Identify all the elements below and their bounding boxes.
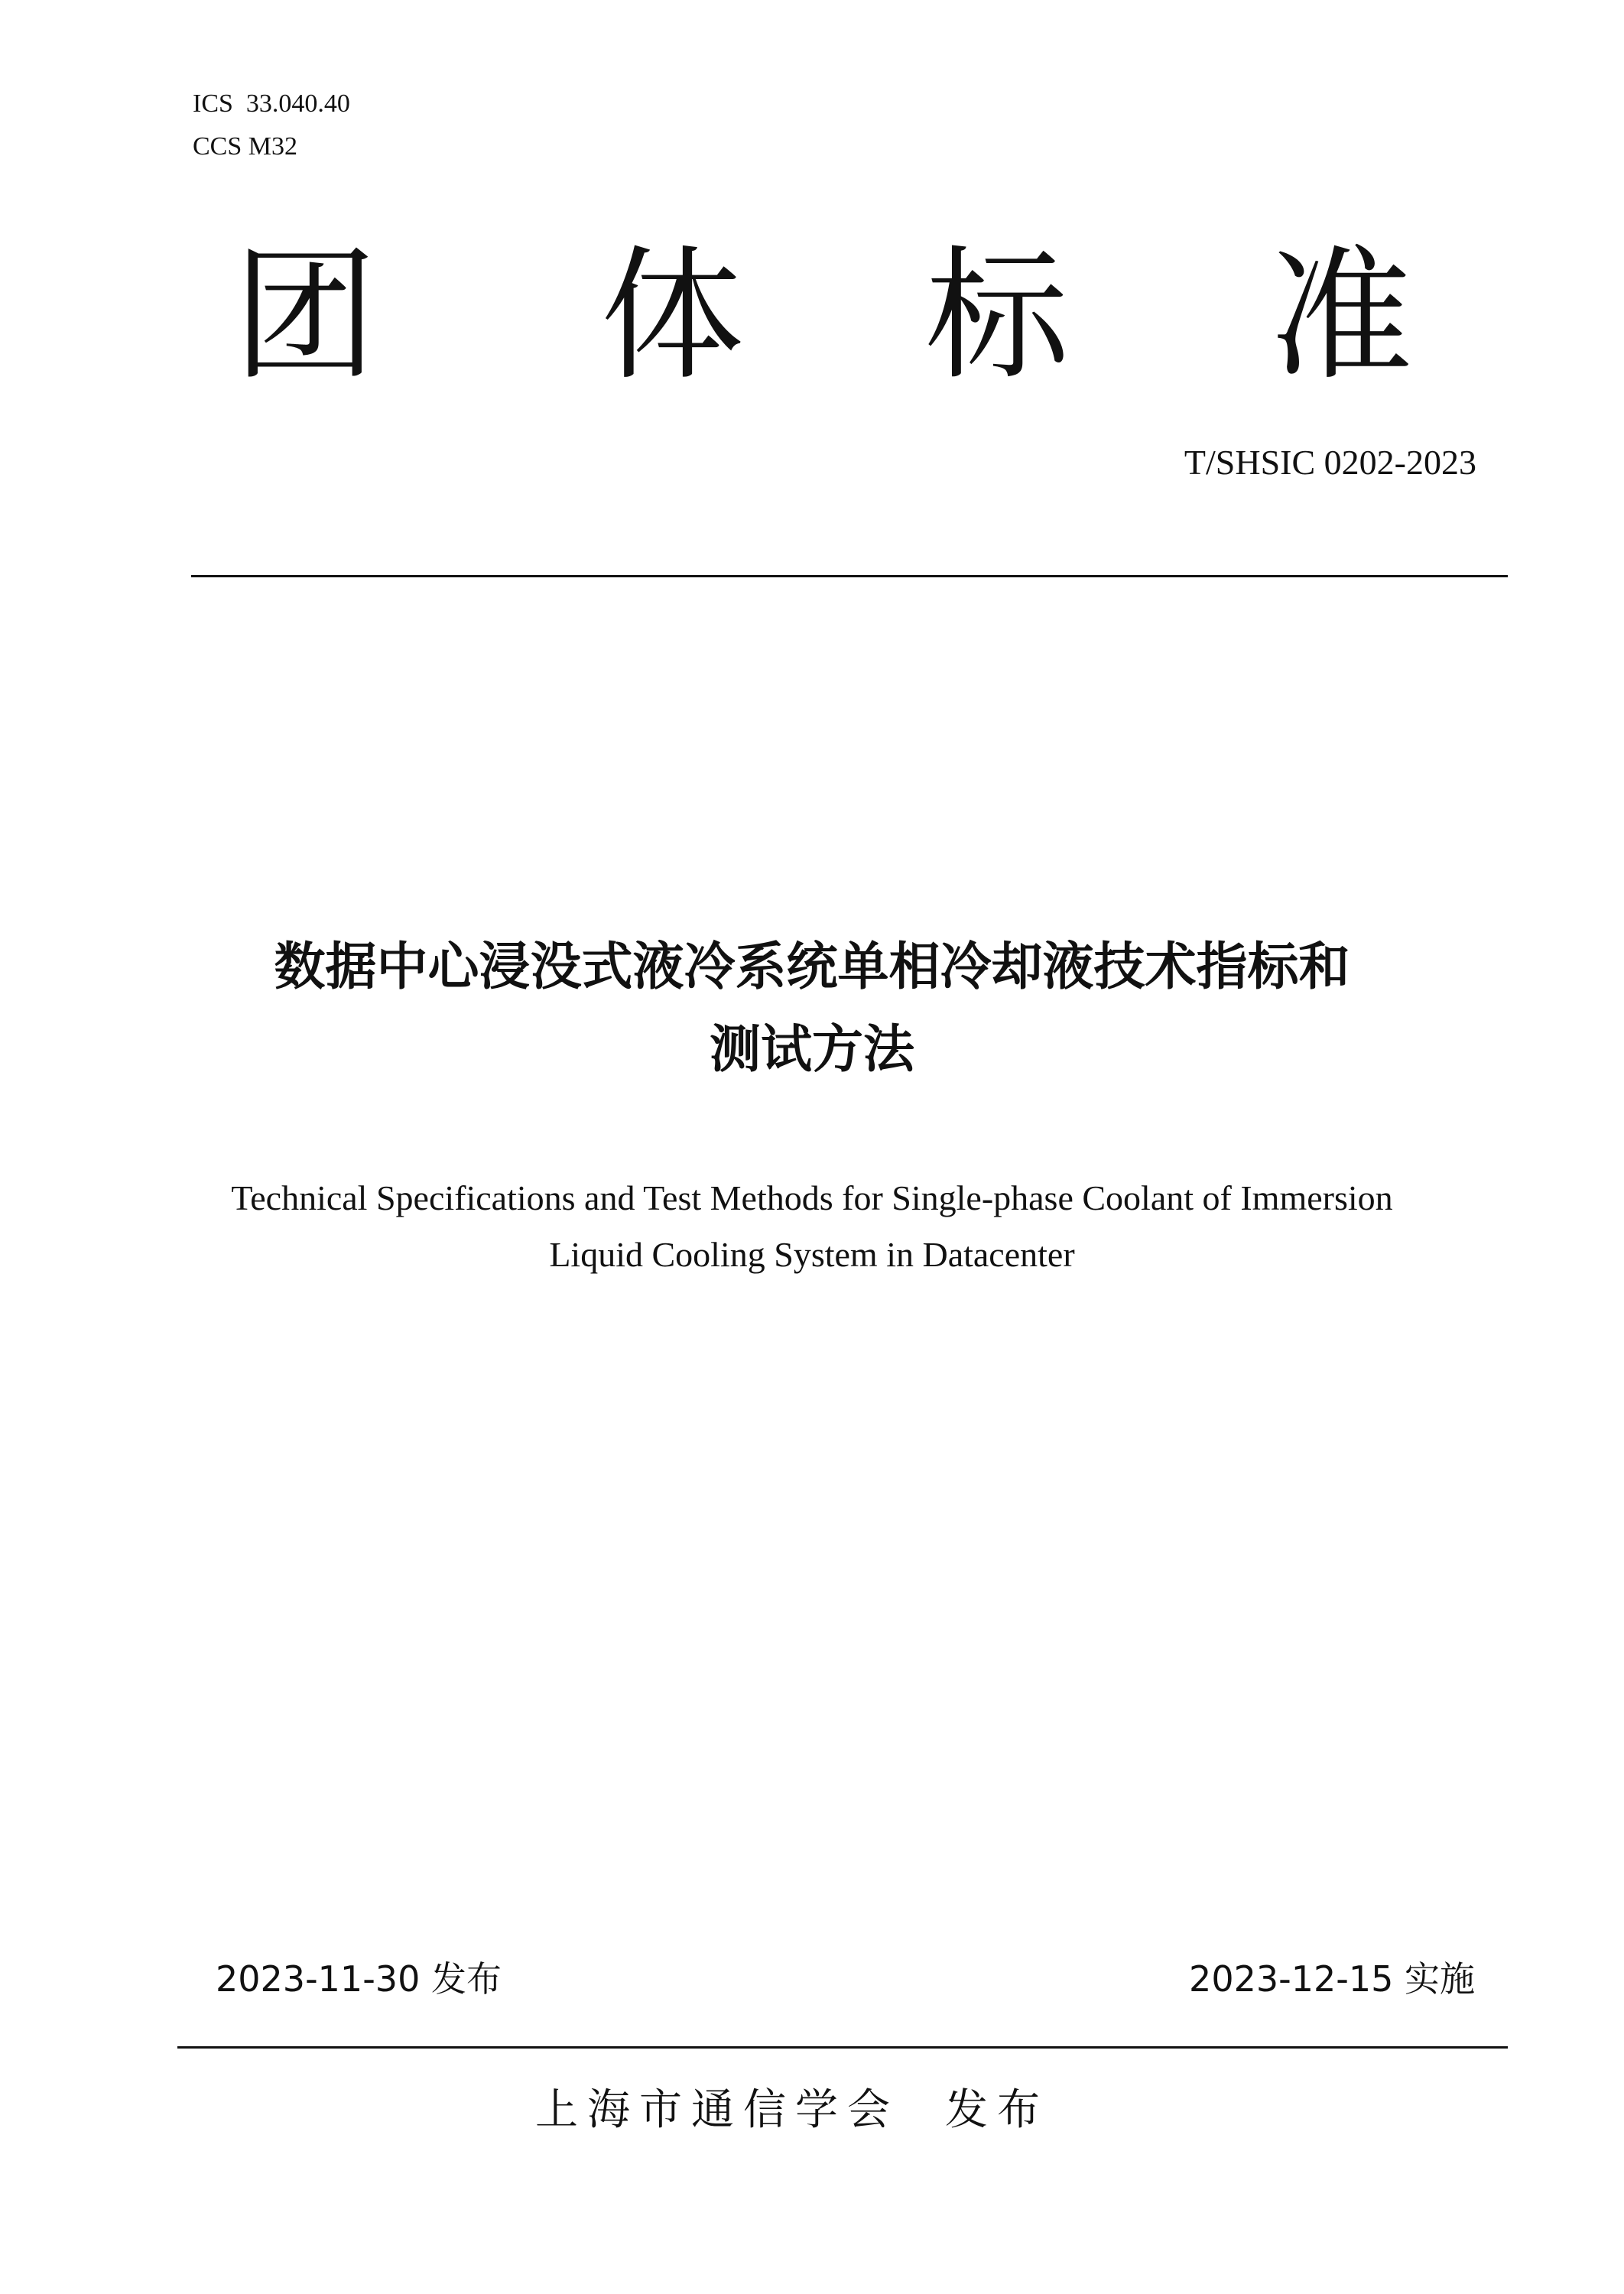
standard-number: T/SHSIC 0202-2023 — [1184, 443, 1476, 482]
english-title — [153, 1170, 1471, 1283]
bottom-divider — [177, 2046, 1508, 2049]
publisher-name: 上海市通信学会 — [535, 2085, 899, 2135]
standard-type-char-4: 准 — [1269, 237, 1413, 397]
publisher-line — [535, 2080, 1116, 2141]
english-title-line-2: Liquid Cooling System in Datacenter — [549, 1235, 1075, 1274]
standard-type-char-2: 体 — [600, 237, 744, 397]
ics-code: ICS 33.040.40 — [193, 89, 350, 118]
chinese-title — [153, 925, 1471, 1090]
english-title-line-1: Technical Specifications and Test Methods for Single-phase Coolant of Immersion — [231, 1178, 1393, 1217]
ccs-code: CCS M32 — [193, 132, 297, 161]
issue-date: 2023-11-30 发布 — [216, 1958, 502, 2000]
classification-block — [193, 83, 350, 168]
standard-type-char-3: 标 — [925, 237, 1069, 397]
top-divider — [191, 575, 1508, 577]
implementation-date: 2023-12-15 实施 — [1189, 1958, 1475, 2000]
standard-type-char-1: 团 — [233, 237, 377, 397]
chinese-title-line-1: 数据中心浸没式液冷系统单相冷却液技术指标和 — [274, 937, 1350, 996]
publisher-action: 发布 — [945, 2085, 1049, 2135]
chinese-title-line-2: 测试方法 — [710, 1019, 914, 1079]
